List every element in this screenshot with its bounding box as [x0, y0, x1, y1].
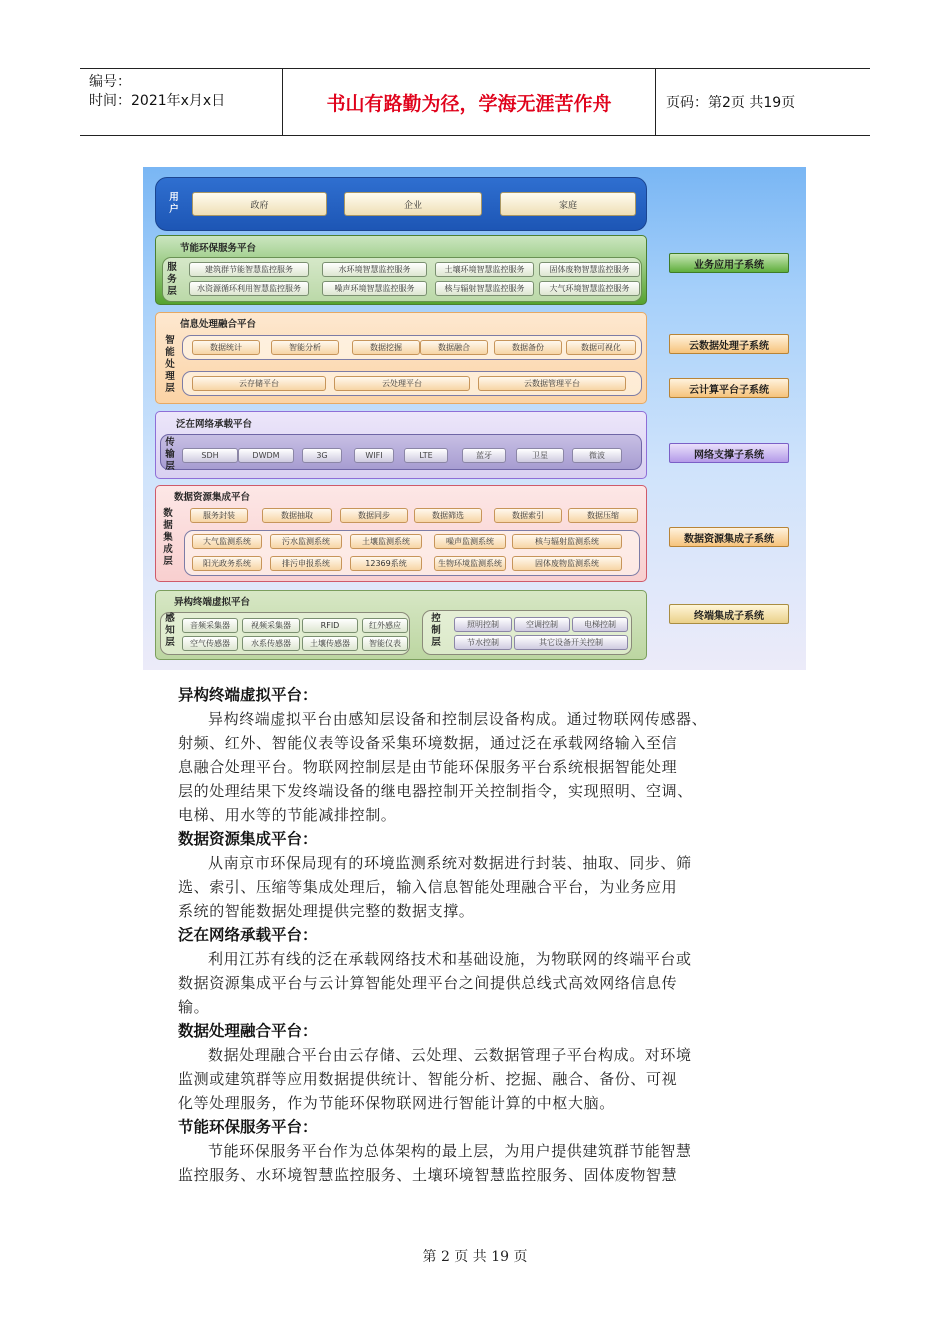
network-item: DWDM — [238, 448, 294, 463]
integration-system: 污水监测系统 — [270, 534, 342, 549]
processing-item: 数据可视化 — [566, 340, 636, 355]
control-item: 照明控制 — [454, 617, 512, 632]
subsystem-cloud-data: 云数据处理子系统 — [669, 334, 789, 354]
service-layer-label: 服务层 — [167, 262, 177, 297]
sense-item: 视频采集器 — [242, 618, 300, 633]
integration-system: 排污申报系统 — [270, 556, 342, 571]
architecture-diagram — [143, 167, 806, 670]
network-item: SDH — [182, 448, 238, 463]
header-page-number: 页码：第2页 共19页 — [666, 95, 796, 111]
paragraph-line: 输。 — [178, 998, 210, 1016]
paragraph-line: 层的处理结果下发终端设备的继电器控制开关控制指令，实现照明、空调、 — [178, 782, 693, 800]
integration-item: 数据抽取 — [262, 508, 332, 523]
processing-item: 数据融合 — [420, 340, 488, 355]
processing-item: 云数据管理平台 — [478, 376, 626, 391]
page-header — [80, 68, 870, 136]
subsystem-business: 业务应用子系统 — [669, 253, 789, 273]
paragraph-line: 异构终端虚拟平台由感知层设备和控制层设备构成。通过物联网传感器、 — [208, 710, 708, 728]
paragraph-line: 化等处理服务，作为节能环保物联网进行智能计算的中枢大脑。 — [178, 1094, 615, 1112]
service-item: 核与辐射智慧监控服务 — [435, 281, 534, 296]
subsystem-terminal: 终端集成子系统 — [669, 604, 789, 624]
header-time: 时间：2021年x月x日 — [89, 93, 226, 109]
sense-item: RFID — [302, 618, 358, 633]
integration-item: 数据筛选 — [414, 508, 482, 523]
paragraph-line: 电梯、用水等的节能减排控制。 — [178, 806, 397, 824]
subsystem-cloud-platform: 云计算平台子系统 — [669, 378, 789, 398]
body-text — [178, 683, 818, 1187]
paragraph-line: 射频、红外、智能仪表等设备采集环境数据，通过泛在承载网络输入至信 — [178, 734, 678, 752]
paragraph-line: 数据资源集成平台与云计算智能处理平台之间提供总线式高效网络信息传 — [178, 974, 678, 992]
sense-item: 土壤传感器 — [302, 636, 358, 651]
user-family: 家庭 — [500, 192, 636, 216]
sense-item: 音频采集器 — [182, 618, 238, 633]
terminal-layer-title: 异构终端虚拟平台 — [174, 597, 251, 608]
service-item: 固体废物智慧监控服务 — [539, 262, 640, 277]
terminal-layer — [155, 590, 647, 660]
network-item: 卫星 — [516, 448, 564, 463]
subsystem-data-integration: 数据资源集成子系统 — [669, 527, 789, 547]
processing-layer — [155, 312, 647, 404]
subsystem-network: 网络支撑子系统 — [669, 443, 789, 463]
header-meta — [80, 69, 283, 135]
integration-layer-title: 数据资源集成平台 — [174, 492, 251, 503]
integration-item: 数据同步 — [340, 508, 408, 523]
service-item: 水环境智慧监控服务 — [322, 262, 427, 277]
service-item: 噪声环境智慧监控服务 — [322, 281, 427, 296]
network-item: WIFI — [354, 448, 394, 463]
processing-layer-label: 智能处理层 — [165, 335, 175, 394]
header-slogan: 书山有路勤为径，学海无涯苦作舟 — [283, 69, 656, 135]
section-title: 异构终端虚拟平台： — [178, 686, 318, 704]
network-layer-title: 泛在网络承载平台 — [176, 419, 253, 430]
control-item: 空调控制 — [514, 617, 570, 632]
control-item: 电梯控制 — [572, 617, 628, 632]
processing-item: 云存储平台 — [192, 376, 326, 391]
section-title: 泛在网络承载平台： — [178, 926, 318, 944]
integration-system: 土壤监测系统 — [350, 534, 422, 549]
processing-item: 数据挖掘 — [352, 340, 420, 355]
service-item: 土壤环境智慧监控服务 — [435, 262, 534, 277]
user-layer-label: 用户 — [169, 192, 179, 215]
processing-layer-title: 信息处理融合平台 — [180, 319, 257, 330]
sense-item: 智能仪表 — [362, 636, 408, 651]
paragraph-line: 监测或建筑群等应用数据提供统计、智能分析、挖掘、融合、备份、可视 — [178, 1070, 678, 1088]
paragraph-line: 利用江苏有线的泛在承载网络技术和基础设施，为物联网的终端平台或 — [208, 950, 692, 968]
service-layer-title: 节能环保服务平台 — [180, 243, 257, 254]
network-item: 3G — [302, 448, 342, 463]
network-item: 蓝牙 — [462, 448, 506, 463]
service-item: 建筑群节能智慧监控服务 — [189, 262, 309, 277]
integration-system: 阳光政务系统 — [192, 556, 262, 571]
page-footer: 第 2 页 共 19 页 — [422, 1249, 528, 1265]
integration-system: 噪声监测系统 — [434, 534, 506, 549]
processing-item: 数据统计 — [192, 340, 260, 355]
control-item: 其它设备开关控制 — [514, 635, 628, 650]
integration-item: 数据索引 — [494, 508, 562, 523]
header-number: 编号： — [89, 74, 131, 90]
paragraph-line: 节能环保服务平台作为总体架构的最上层，为用户提供建筑群节能智慧 — [208, 1142, 692, 1160]
sense-layer-label: 感知层 — [165, 613, 175, 648]
integration-system: 固体废物监测系统 — [512, 556, 622, 571]
integration-system: 核与辐射监测系统 — [512, 534, 622, 549]
paragraph-line: 监控服务、水环境智慧监控服务、土壤环境智慧监控服务、固体废物智慧 — [178, 1166, 678, 1184]
user-layer — [155, 177, 647, 231]
paragraph-line: 数据处理融合平台由云存储、云处理、云数据管理子平台构成。对环境 — [208, 1046, 692, 1064]
paragraph-line: 从南京市环保局现有的环境监测系统对数据进行封装、抽取、同步、筛 — [208, 854, 692, 872]
service-item: 大气环境智慧监控服务 — [539, 281, 640, 296]
integration-layer-label: 数据集成层 — [163, 508, 173, 567]
processing-item: 云处理平台 — [334, 376, 470, 391]
section-title: 数据资源集成平台： — [178, 830, 318, 848]
section-title: 数据处理融合平台： — [178, 1022, 318, 1040]
paragraph-line: 息融合处理平台。物联网控制层是由节能环保服务平台系统根据智能处理 — [178, 758, 678, 776]
network-item: LTE — [404, 448, 448, 463]
control-layer-label: 控制层 — [431, 613, 441, 648]
integration-item: 服务封装 — [190, 508, 248, 523]
paragraph-line: 系统的智能数据处理提供完整的数据支撑。 — [178, 902, 475, 920]
user-enterprise: 企业 — [344, 192, 482, 216]
control-item: 节水控制 — [454, 635, 512, 650]
service-item: 水资源循环利用智慧监控服务 — [189, 281, 309, 296]
integration-layer — [155, 485, 647, 582]
paragraph-line: 选、索引、压缩等集成处理后，输入信息智能处理融合平台，为业务应用 — [178, 878, 678, 896]
sense-item: 水系传感器 — [242, 636, 300, 651]
integration-system: 生物环境监测系统 — [434, 556, 506, 571]
processing-item: 智能分析 — [271, 340, 339, 355]
service-layer — [155, 235, 647, 305]
section-title: 节能环保服务平台： — [178, 1118, 318, 1136]
sense-item: 红外感应 — [362, 618, 408, 633]
user-government: 政府 — [192, 192, 327, 216]
network-item: 微波 — [572, 448, 622, 463]
network-layer-label: 传输层 — [165, 437, 175, 472]
integration-system: 大气监测系统 — [192, 534, 262, 549]
sense-item: 空气传感器 — [182, 636, 238, 651]
integration-system: 12369系统 — [350, 556, 422, 571]
integration-item: 数据压缩 — [568, 508, 638, 523]
network-layer — [155, 411, 647, 479]
processing-item: 数据备份 — [494, 340, 562, 355]
